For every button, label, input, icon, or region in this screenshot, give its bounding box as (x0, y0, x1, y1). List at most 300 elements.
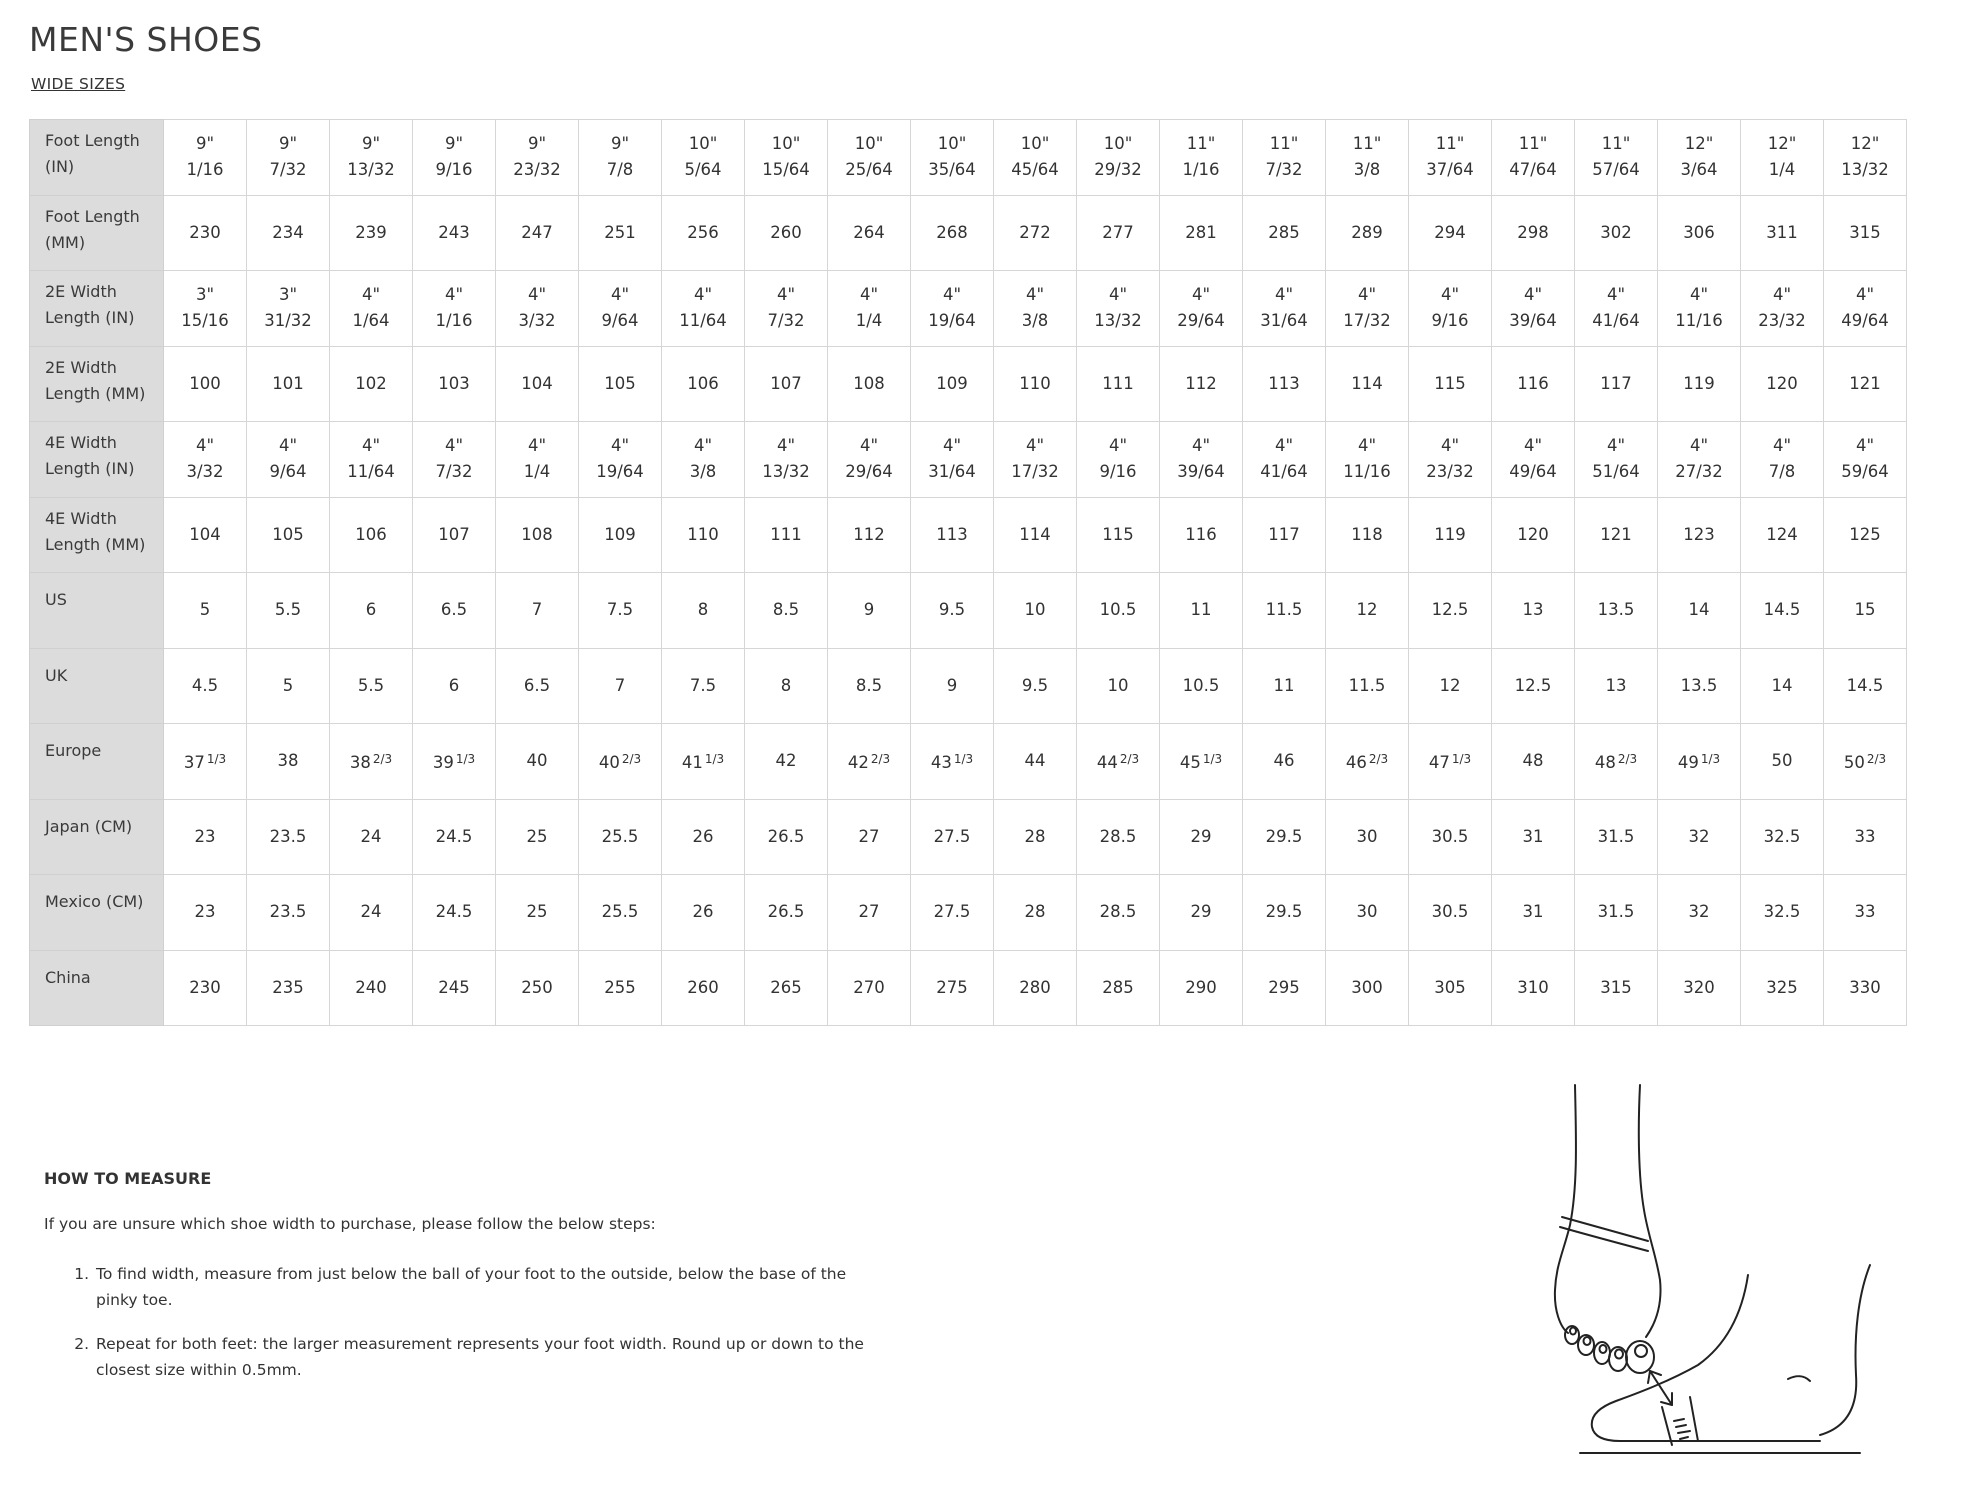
measure-step: 2. Repeat for both feet: the larger measurement represents your foot width. Round up or down to the closest size within 0.5mm. (94, 1331, 884, 1383)
table-cell: 24 (330, 875, 413, 951)
cell-fraction: 1/16 (435, 311, 473, 331)
table-cell: 275 (911, 950, 994, 1026)
table-cell (1409, 120, 1492, 196)
cell-inches: 4" (1855, 436, 1875, 456)
table-cell: 260 (662, 950, 745, 1026)
cell-inches: 10" (1020, 134, 1050, 154)
cell-inches: 4" (444, 436, 464, 456)
table-cell (413, 724, 496, 800)
table-cell: 6.5 (496, 648, 579, 724)
table-cell: 26.5 (745, 799, 828, 875)
cell-fraction: 3/8 (1353, 160, 1381, 180)
table-cell: 115 (1409, 346, 1492, 422)
table-cell (994, 422, 1077, 498)
table-cell (164, 120, 247, 196)
table-cell (1492, 422, 1575, 498)
measure-step: 1. To find width, measure from just below the ball of your foot to the outside, below the base of the pinky toe. (94, 1261, 884, 1313)
table-cell (1077, 120, 1160, 196)
table-cell: 120 (1741, 346, 1824, 422)
table-cell: 243 (413, 195, 496, 271)
table-cell: 270 (828, 950, 911, 1026)
cell-superscript-fraction: 1/3 (1202, 752, 1223, 767)
table-cell (1824, 120, 1907, 196)
row-header (30, 799, 164, 875)
table-cell (662, 271, 745, 347)
table-cell: 114 (994, 497, 1077, 573)
row-header (30, 271, 164, 347)
table-cell: 280 (994, 950, 1077, 1026)
cell-fraction: 7/32 (435, 462, 473, 482)
cell-fraction: 9/64 (601, 311, 639, 331)
cell-superscript-fraction: 2/3 (1617, 752, 1638, 767)
table-cell: 9 (911, 648, 994, 724)
cell-superscript-fraction: 2/3 (1866, 752, 1887, 767)
table-cell (247, 422, 330, 498)
table-cell: 24 (330, 799, 413, 875)
table-cell (828, 271, 911, 347)
cell-fraction: 37/64 (1426, 160, 1474, 180)
cell-inches: 4" (859, 285, 879, 305)
cell-inches: 4" (610, 436, 630, 456)
table-cell: 101 (247, 346, 330, 422)
cell-inches: 4" (1523, 285, 1543, 305)
table-cell (1658, 422, 1741, 498)
cell-fraction: 1/16 (186, 160, 224, 180)
table-cell: 245 (413, 950, 496, 1026)
cell-fraction: 9/64 (269, 462, 307, 482)
table-cell: 305 (1409, 950, 1492, 1026)
cell-inches: 4" (361, 285, 381, 305)
table-cell: 111 (745, 497, 828, 573)
cell-inches: 4" (1025, 436, 1045, 456)
cell-fraction: 29/64 (845, 462, 893, 482)
table-cell (745, 724, 828, 800)
cell-whole: 49 (1677, 753, 1699, 773)
cell-inches: 11" (1601, 134, 1631, 154)
table-cell: 295 (1243, 950, 1326, 1026)
table-cell (911, 120, 994, 196)
table-cell (330, 120, 413, 196)
cell-fraction: 3/8 (1021, 311, 1049, 331)
cell-superscript-fraction: 2/3 (870, 752, 891, 767)
how-to-measure-intro: If you are unsure which shoe width to purchase, please follow the below steps: (44, 1215, 656, 1233)
table-cell: 239 (330, 195, 413, 271)
table-cell (579, 724, 662, 800)
table-cell: 8 (745, 648, 828, 724)
table-cell (247, 271, 330, 347)
table-cell (1575, 422, 1658, 498)
table-cell: 10.5 (1077, 573, 1160, 649)
table-cell: 119 (1658, 346, 1741, 422)
cell-inches: 4" (776, 436, 796, 456)
table-cell: 32 (1658, 875, 1741, 951)
table-cell: 25.5 (579, 799, 662, 875)
cell-inches: 10" (688, 134, 718, 154)
table-cell: 9 (828, 573, 911, 649)
table-cell: 7.5 (579, 573, 662, 649)
table-cell: 23.5 (247, 875, 330, 951)
table-cell (1492, 271, 1575, 347)
table-cell: 311 (1741, 195, 1824, 271)
table-cell: 12.5 (1409, 573, 1492, 649)
table-cell: 112 (1160, 346, 1243, 422)
cell-whole: 48 (1522, 751, 1544, 771)
table-cell: 29 (1160, 799, 1243, 875)
table-cell: 105 (579, 346, 662, 422)
row-header-line: UK (45, 665, 68, 685)
cell-inches: 11" (1518, 134, 1548, 154)
table-cell (1160, 120, 1243, 196)
table-cell: 298 (1492, 195, 1575, 271)
cell-fraction: 59/64 (1841, 462, 1889, 482)
table-cell: 235 (247, 950, 330, 1026)
size-chart-table (29, 119, 1907, 1026)
table-cell: 12 (1326, 573, 1409, 649)
table-cell: 104 (496, 346, 579, 422)
table-cell (1575, 724, 1658, 800)
table-cell (662, 724, 745, 800)
row-header-line: Foot Length (45, 206, 140, 226)
table-cell: 310 (1492, 950, 1575, 1026)
table-cell: 5.5 (247, 573, 330, 649)
cell-inches: 4" (942, 436, 962, 456)
foot-measure-illustration (1520, 1075, 1880, 1465)
cell-inches: 4" (1191, 285, 1211, 305)
cell-inches: 12" (1850, 134, 1880, 154)
cell-fraction: 27/32 (1675, 462, 1723, 482)
row-header-line: 2E Width (45, 282, 117, 301)
cell-fraction: 31/64 (928, 462, 976, 482)
table-cell: 315 (1575, 950, 1658, 1026)
table-cell: 123 (1658, 497, 1741, 573)
table-cell (1243, 724, 1326, 800)
cell-whole: 41 (681, 753, 703, 773)
table-cell (1409, 271, 1492, 347)
cell-inches: 4" (1689, 436, 1709, 456)
table-cell: 26.5 (745, 875, 828, 951)
cell-fraction: 15/16 (181, 311, 229, 331)
row-header-line: 2E Width (45, 357, 117, 377)
cell-fraction: 3/8 (689, 462, 717, 482)
table-cell: 23 (164, 799, 247, 875)
table-cell (911, 271, 994, 347)
table-cell: 113 (911, 497, 994, 573)
cell-fraction: 19/64 (596, 462, 644, 482)
table-cell: 289 (1326, 195, 1409, 271)
table-cell: 302 (1575, 195, 1658, 271)
cell-inches: 9" (527, 134, 547, 154)
table-cell: 12.5 (1492, 648, 1575, 724)
table-cell: 27 (828, 799, 911, 875)
table-cell (1077, 724, 1160, 800)
table-cell: 240 (330, 950, 413, 1026)
table-cell (164, 271, 247, 347)
table-cell: 31 (1492, 799, 1575, 875)
table-cell: 25.5 (579, 875, 662, 951)
table-cell: 6.5 (413, 573, 496, 649)
table-cell (828, 422, 911, 498)
cell-superscript-fraction: 1/3 (206, 752, 227, 767)
row-header-line: Japan (CM) (45, 816, 133, 836)
table-cell (413, 422, 496, 498)
table-cell: 13 (1492, 573, 1575, 649)
cell-superscript-fraction: 2/3 (1119, 752, 1140, 767)
table-cell: 4.5 (164, 648, 247, 724)
table-cell (828, 724, 911, 800)
table-cell: 14 (1741, 648, 1824, 724)
table-cell (1243, 120, 1326, 196)
cell-inches: 3" (278, 285, 298, 305)
cell-inches: 4" (1772, 285, 1792, 305)
cell-fraction: 51/64 (1592, 462, 1640, 482)
cell-whole: 50 (1843, 753, 1865, 773)
table-row (30, 120, 1907, 196)
table-cell: 30.5 (1409, 875, 1492, 951)
table-cell: 109 (579, 497, 662, 573)
table-cell: 325 (1741, 950, 1824, 1026)
table-cell: 234 (247, 195, 330, 271)
table-cell: 315 (1824, 195, 1907, 271)
row-header (30, 422, 164, 498)
cell-inches: 9" (444, 134, 464, 154)
cell-inches: 9" (610, 134, 630, 154)
table-cell: 14 (1658, 573, 1741, 649)
cell-fraction: 23/32 (513, 160, 561, 180)
cell-inches: 4" (1523, 436, 1543, 456)
cell-fraction: 17/32 (1011, 462, 1059, 482)
table-cell: 106 (330, 497, 413, 573)
cell-fraction: 7/32 (767, 311, 805, 331)
table-cell: 24.5 (413, 875, 496, 951)
cell-fraction: 11/16 (1343, 462, 1391, 482)
table-row (30, 724, 1907, 800)
table-row (30, 875, 1907, 951)
table-cell: 121 (1824, 346, 1907, 422)
table-cell: 32 (1658, 799, 1741, 875)
cell-inches: 4" (1606, 285, 1626, 305)
cell-fraction: 35/64 (928, 160, 976, 180)
cell-fraction: 9/16 (1431, 311, 1469, 331)
table-cell: 121 (1575, 497, 1658, 573)
table-row (30, 346, 1907, 422)
cell-fraction: 1/16 (1182, 160, 1220, 180)
row-header (30, 724, 164, 800)
table-cell (247, 120, 330, 196)
cell-whole: 39 (432, 753, 454, 773)
table-cell: 5 (247, 648, 330, 724)
table-cell: 330 (1824, 950, 1907, 1026)
table-cell: 29.5 (1243, 875, 1326, 951)
table-cell (1492, 724, 1575, 800)
cell-fraction: 3/64 (1680, 160, 1718, 180)
table-cell (1326, 120, 1409, 196)
row-header (30, 648, 164, 724)
table-cell: 230 (164, 950, 247, 1026)
row-header-line: US (45, 590, 67, 609)
row-header (30, 346, 164, 422)
table-cell: 320 (1658, 950, 1741, 1026)
page-title: MEN'S SHOES (29, 20, 263, 59)
cell-inches: 4" (1274, 436, 1294, 456)
cell-inches: 4" (859, 436, 879, 456)
table-cell: 29.5 (1243, 799, 1326, 875)
cell-inches: 3" (195, 285, 215, 305)
table-cell: 285 (1243, 195, 1326, 271)
table-cell (662, 120, 745, 196)
table-cell: 285 (1077, 950, 1160, 1026)
table-cell: 124 (1741, 497, 1824, 573)
cell-fraction: 9/16 (1099, 462, 1137, 482)
cell-fraction: 11/64 (679, 311, 727, 331)
cell-superscript-fraction: 2/3 (1368, 752, 1389, 767)
table-cell: 247 (496, 195, 579, 271)
table-cell: 112 (828, 497, 911, 573)
table-cell: 28.5 (1077, 875, 1160, 951)
table-cell: 230 (164, 195, 247, 271)
measure-steps-list (94, 1261, 884, 1401)
cell-whole: 48 (1594, 753, 1616, 773)
table-cell (413, 120, 496, 196)
cell-inches: 4" (693, 436, 713, 456)
cell-fraction: 7/32 (1265, 160, 1303, 180)
table-cell (247, 724, 330, 800)
cell-superscript-fraction: 1/3 (1700, 752, 1721, 767)
table-cell (164, 422, 247, 498)
row-header (30, 950, 164, 1026)
table-cell: 110 (662, 497, 745, 573)
table-cell: 14.5 (1824, 648, 1907, 724)
table-row (30, 195, 1907, 271)
table-cell: 117 (1575, 346, 1658, 422)
table-cell (994, 271, 1077, 347)
row-header-line: (IN) (45, 157, 75, 176)
table-cell: 7.5 (662, 648, 745, 724)
cell-fraction: 39/64 (1509, 311, 1557, 331)
cell-inches: 10" (854, 134, 884, 154)
cell-fraction: 41/64 (1260, 462, 1308, 482)
row-header-line: Length (MM) (45, 383, 146, 403)
cell-fraction: 31/32 (264, 311, 312, 331)
cell-whole: 42 (847, 753, 869, 773)
table-cell (330, 724, 413, 800)
table-cell (164, 724, 247, 800)
table-cell (1160, 271, 1243, 347)
table-cell (496, 271, 579, 347)
row-header-line: Foot Length (45, 131, 140, 150)
row-header-line: Length (IN) (45, 308, 135, 327)
cell-fraction: 19/64 (928, 311, 976, 331)
wide-sizes-link[interactable]: WIDE SIZES (31, 75, 126, 93)
cell-fraction: 49/64 (1841, 311, 1889, 331)
table-cell: 290 (1160, 950, 1243, 1026)
cell-inches: 4" (1191, 436, 1211, 456)
cell-inches: 4" (1357, 285, 1377, 305)
cell-whole: 50 (1771, 751, 1793, 771)
table-row (30, 271, 1907, 347)
cell-superscript-fraction: 1/3 (1451, 752, 1472, 767)
cell-fraction: 45/64 (1011, 160, 1059, 180)
table-cell: 10 (1077, 648, 1160, 724)
cell-inches: 4" (693, 285, 713, 305)
cell-inches: 9" (195, 134, 215, 154)
table-cell: 251 (579, 195, 662, 271)
table-cell: 30.5 (1409, 799, 1492, 875)
table-cell (579, 422, 662, 498)
table-cell: 272 (994, 195, 1077, 271)
table-cell (1741, 422, 1824, 498)
cell-fraction: 57/64 (1592, 160, 1640, 180)
table-cell: 120 (1492, 497, 1575, 573)
cell-inches: 4" (1689, 285, 1709, 305)
table-cell: 268 (911, 195, 994, 271)
cell-whole: 38 (277, 751, 299, 771)
table-cell: 8.5 (828, 648, 911, 724)
cell-inches: 4" (1274, 285, 1294, 305)
row-header (30, 497, 164, 573)
table-cell (828, 120, 911, 196)
table-cell: 10.5 (1160, 648, 1243, 724)
table-cell: 9.5 (911, 573, 994, 649)
row-header-line: 4E Width (45, 508, 117, 528)
table-cell (1077, 422, 1160, 498)
table-cell: 109 (911, 346, 994, 422)
table-cell: 26 (662, 875, 745, 951)
table-cell: 11.5 (1326, 648, 1409, 724)
table-cell (1243, 271, 1326, 347)
table-cell (994, 120, 1077, 196)
table-cell: 118 (1326, 497, 1409, 573)
row-header-line: Mexico (CM) (45, 892, 144, 911)
cell-fraction: 1/4 (523, 462, 551, 482)
table-cell: 28 (994, 799, 1077, 875)
table-cell: 108 (828, 346, 911, 422)
table-cell: 119 (1409, 497, 1492, 573)
table-cell: 32.5 (1741, 799, 1824, 875)
table-cell: 277 (1077, 195, 1160, 271)
table-cell (1741, 271, 1824, 347)
table-cell: 25 (496, 799, 579, 875)
cell-inches: 4" (1772, 436, 1792, 456)
cell-inches: 4" (195, 436, 215, 456)
cell-inches: 4" (444, 285, 464, 305)
cell-inches: 4" (1108, 285, 1128, 305)
table-cell (413, 271, 496, 347)
row-header (30, 120, 164, 196)
cell-fraction: 13/32 (1841, 160, 1889, 180)
cell-fraction: 5/64 (684, 160, 722, 180)
table-cell (1824, 724, 1907, 800)
table-cell: 6 (330, 573, 413, 649)
cell-inches: 10" (1103, 134, 1133, 154)
cell-inches: 4" (361, 436, 381, 456)
table-cell (496, 422, 579, 498)
cell-whole: 40 (598, 753, 620, 773)
cell-inches: 4" (527, 436, 547, 456)
cell-inches: 4" (278, 436, 298, 456)
table-cell: 113 (1243, 346, 1326, 422)
cell-inches: 10" (771, 134, 801, 154)
cell-inches: 4" (776, 285, 796, 305)
table-cell: 106 (662, 346, 745, 422)
table-cell: 7 (579, 648, 662, 724)
table-cell (1077, 271, 1160, 347)
table-cell: 294 (1409, 195, 1492, 271)
cell-inches: 4" (1440, 436, 1460, 456)
cell-whole: 38 (349, 753, 371, 773)
table-cell: 12 (1409, 648, 1492, 724)
cell-inches: 4" (1108, 436, 1128, 456)
table-cell: 104 (164, 497, 247, 573)
